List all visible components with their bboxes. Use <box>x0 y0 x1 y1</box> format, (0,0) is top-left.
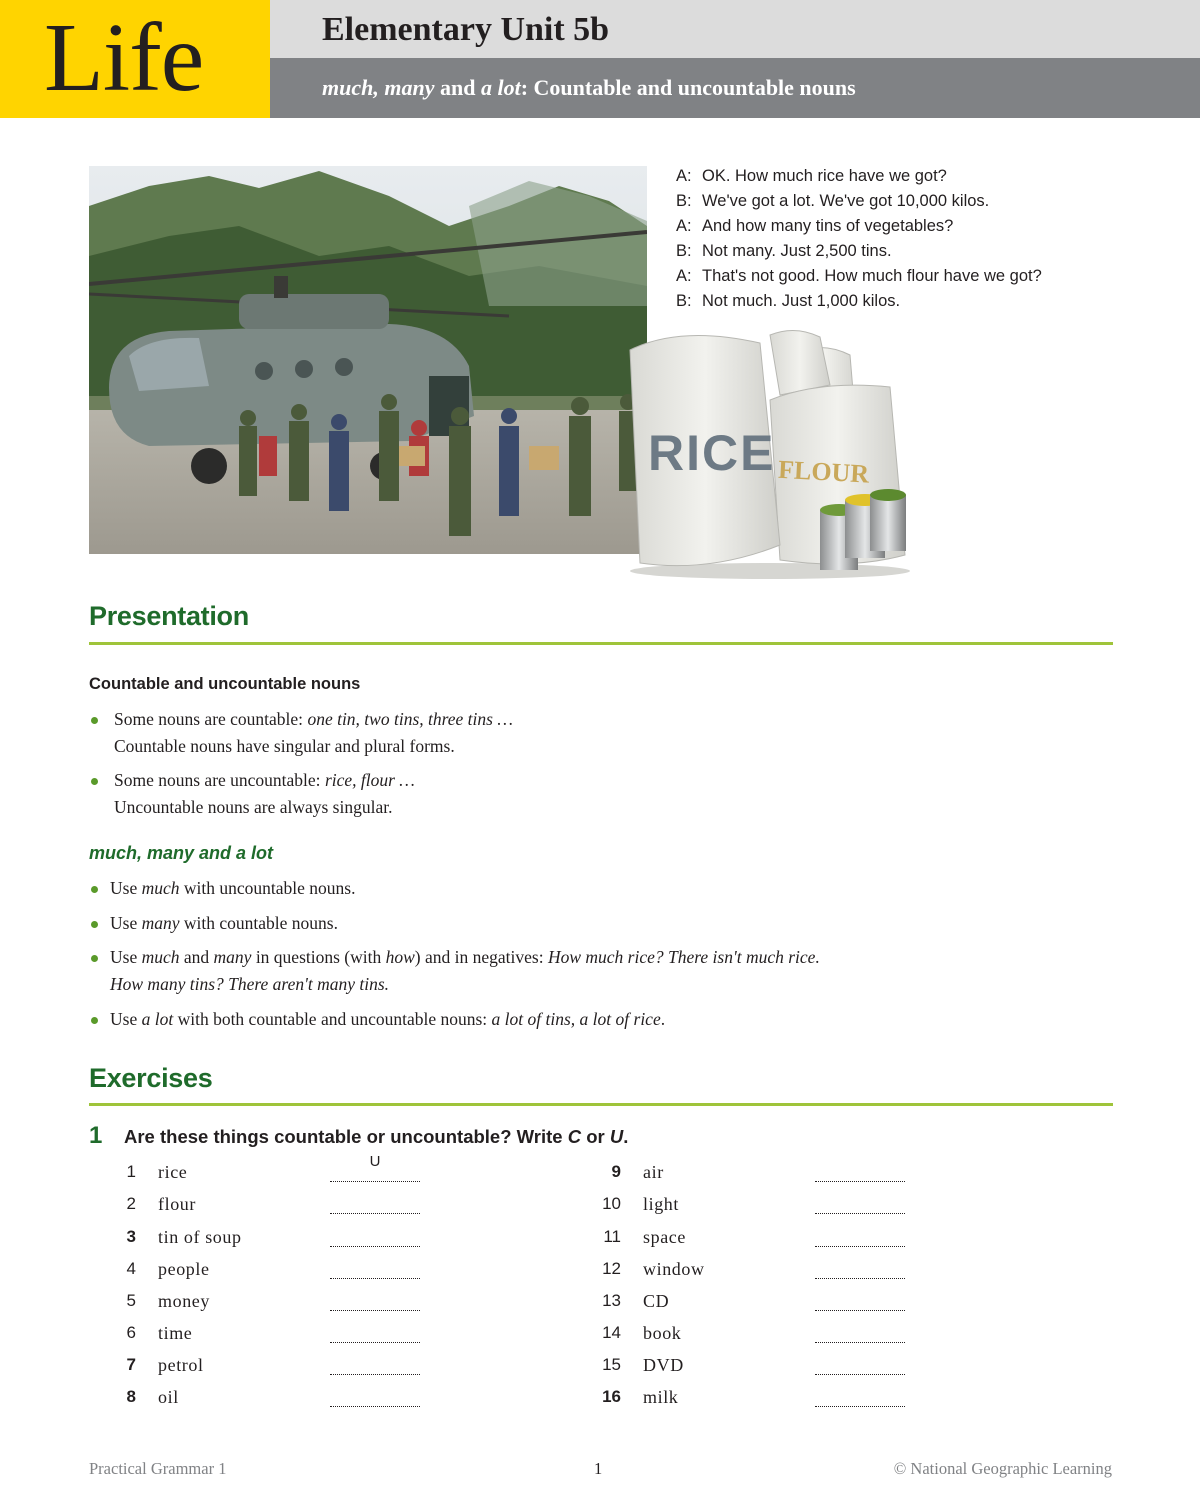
rule-much <box>89 875 355 902</box>
item-number: 10 <box>602 1194 621 1213</box>
dialogue-line <box>676 289 1116 314</box>
bullet-line: Use a lot with both countable and uncountable nouns: a lot of tins, a lot of rice. <box>110 1009 666 1029</box>
answer-blank[interactable] <box>815 1278 905 1279</box>
rule-a-lot <box>89 1006 665 1033</box>
life-logo: Life <box>44 4 204 112</box>
answer-blank[interactable] <box>330 1374 420 1375</box>
item-number: 6 <box>126 1323 136 1342</box>
item-word: people <box>158 1259 210 1279</box>
item-number: 7 <box>126 1355 136 1374</box>
dialogue-text: We've got a lot. We've got 10,000 kilos. <box>702 192 990 210</box>
flour-label: FLOUR <box>777 454 870 489</box>
bullet-line: Uncountable nouns are always singular. <box>114 797 393 817</box>
rule-questions-negatives <box>89 944 820 998</box>
exercises-heading: Exercises <box>89 1063 213 1093</box>
dialogue-line <box>676 189 1116 214</box>
answer-blank[interactable] <box>330 1213 420 1214</box>
item-number: 8 <box>126 1387 136 1406</box>
bullet-countable <box>89 706 513 760</box>
bullet-line: Use much and many in questions (with how) and in negatives: How much rice? There isn't much rice. <box>110 947 820 967</box>
bullet-dot <box>91 955 98 962</box>
item-word: window <box>643 1259 705 1279</box>
page-title: Elementary Unit 5b <box>322 11 610 48</box>
item-word: time <box>158 1323 193 1343</box>
speaker-label: A: <box>676 267 692 285</box>
bullet-line: Countable nouns have singular and plural forms. <box>114 736 455 756</box>
item-number: 3 <box>126 1227 136 1246</box>
bullet-line: Use much with uncountable nouns. <box>110 878 356 898</box>
item-number: 1 <box>126 1162 136 1181</box>
footer-copyright: © National Geographic Learning <box>893 1459 1112 1478</box>
dialogue-text: And how many tins of vegetables? <box>702 217 954 235</box>
bullet-line: How many tins? There aren't many tins. <box>110 974 390 994</box>
much-many-subheading: much, many and a lot <box>89 843 274 863</box>
logo-block <box>0 0 270 118</box>
dialogue-text: That's not good. How much flour have we got? <box>702 267 1042 285</box>
bullet-dot <box>91 778 98 785</box>
dialogue-text: Not much. Just 1,000 kilos. <box>702 292 901 310</box>
footer-book-title: Practical Grammar 1 <box>89 1459 227 1478</box>
helicopter-photo-image <box>89 166 647 554</box>
item-word: book <box>643 1323 682 1343</box>
bullet-uncountable <box>89 767 415 821</box>
answer-blank[interactable] <box>330 1310 420 1311</box>
speaker-label: A: <box>676 217 692 235</box>
dialogue-line <box>676 214 1116 239</box>
answer-blank[interactable] <box>330 1278 420 1279</box>
item-word: petrol <box>158 1355 204 1375</box>
speaker-label: B: <box>676 192 692 210</box>
item-number: 11 <box>603 1227 621 1246</box>
bullet-dot <box>91 921 98 928</box>
exercise-instruction: Are these things countable or uncountable? Write C or U. <box>124 1126 629 1147</box>
dialogue-text: Not many. Just 2,500 tins. <box>702 242 892 260</box>
page-number: 1 <box>594 1459 603 1478</box>
dialogue <box>676 164 1116 314</box>
dialogue-line <box>676 264 1116 289</box>
item-word: rice <box>158 1162 188 1182</box>
item-word: oil <box>158 1387 179 1407</box>
bullet-dot <box>91 886 98 893</box>
answer-blank[interactable] <box>330 1342 420 1343</box>
item-word: money <box>158 1291 210 1311</box>
answer-blank[interactable] <box>330 1181 420 1182</box>
item-number: 14 <box>602 1323 621 1342</box>
dialogue-text: OK. How much rice have we got? <box>702 167 947 185</box>
rice-flour-tins-image <box>620 325 920 580</box>
section-divider <box>89 642 1113 645</box>
item-word: milk <box>643 1387 679 1407</box>
item-word: CD <box>643 1291 670 1311</box>
item-number: 12 <box>602 1259 621 1278</box>
subtitle-bar <box>270 58 1200 118</box>
answer-blank[interactable] <box>815 1310 905 1311</box>
item-word: space <box>643 1227 686 1247</box>
item-word: DVD <box>643 1355 684 1375</box>
section-divider <box>89 1103 1113 1106</box>
speaker-label: B: <box>676 292 692 310</box>
item-number: 4 <box>126 1259 136 1278</box>
speaker-label: A: <box>676 167 692 185</box>
dialogue-line <box>676 164 1116 189</box>
answer-blank[interactable] <box>815 1181 905 1182</box>
rice-label: RICE <box>648 425 776 481</box>
speaker-label: B: <box>676 242 692 260</box>
answer-blank[interactable] <box>815 1213 905 1214</box>
item-number: 16 <box>602 1387 621 1406</box>
item-word: light <box>643 1194 680 1214</box>
helicopter-photo <box>89 166 647 554</box>
answer-blank[interactable] <box>815 1342 905 1343</box>
item-number: 5 <box>126 1291 136 1310</box>
bullet-dot <box>91 717 98 724</box>
rule-many <box>89 910 338 937</box>
answer-blank[interactable] <box>330 1246 420 1247</box>
presentation-heading: Presentation <box>89 601 249 631</box>
countable-subheading: Countable and uncountable nouns <box>89 675 361 693</box>
bullet-line: Some nouns are countable: one tin, two tins, three tins … <box>114 709 513 729</box>
answer-blank[interactable] <box>815 1246 905 1247</box>
answer-text: U <box>369 1153 381 1170</box>
item-number: 15 <box>602 1355 621 1374</box>
exercise-number: 1 <box>89 1122 103 1149</box>
page-subtitle: much, many and a lot: Countable and uncountable nouns <box>322 75 856 100</box>
bullet-dot <box>91 1017 98 1024</box>
answer-blank[interactable] <box>815 1406 905 1407</box>
item-number: 13 <box>602 1291 621 1310</box>
title-bar <box>270 0 1200 58</box>
answer-blank[interactable] <box>815 1374 905 1375</box>
item-word: tin of soup <box>158 1227 242 1247</box>
item-number: 9 <box>611 1162 621 1181</box>
item-word: flour <box>158 1194 196 1214</box>
answer-blank[interactable] <box>330 1406 420 1407</box>
bullet-line: Some nouns are uncountable: rice, flour … <box>114 770 415 790</box>
bullet-line: Use many with countable nouns. <box>110 913 338 933</box>
dialogue-line <box>676 239 1116 264</box>
item-word: air <box>643 1162 664 1182</box>
item-number: 2 <box>126 1194 136 1213</box>
supply-bags-illustration <box>620 325 920 580</box>
